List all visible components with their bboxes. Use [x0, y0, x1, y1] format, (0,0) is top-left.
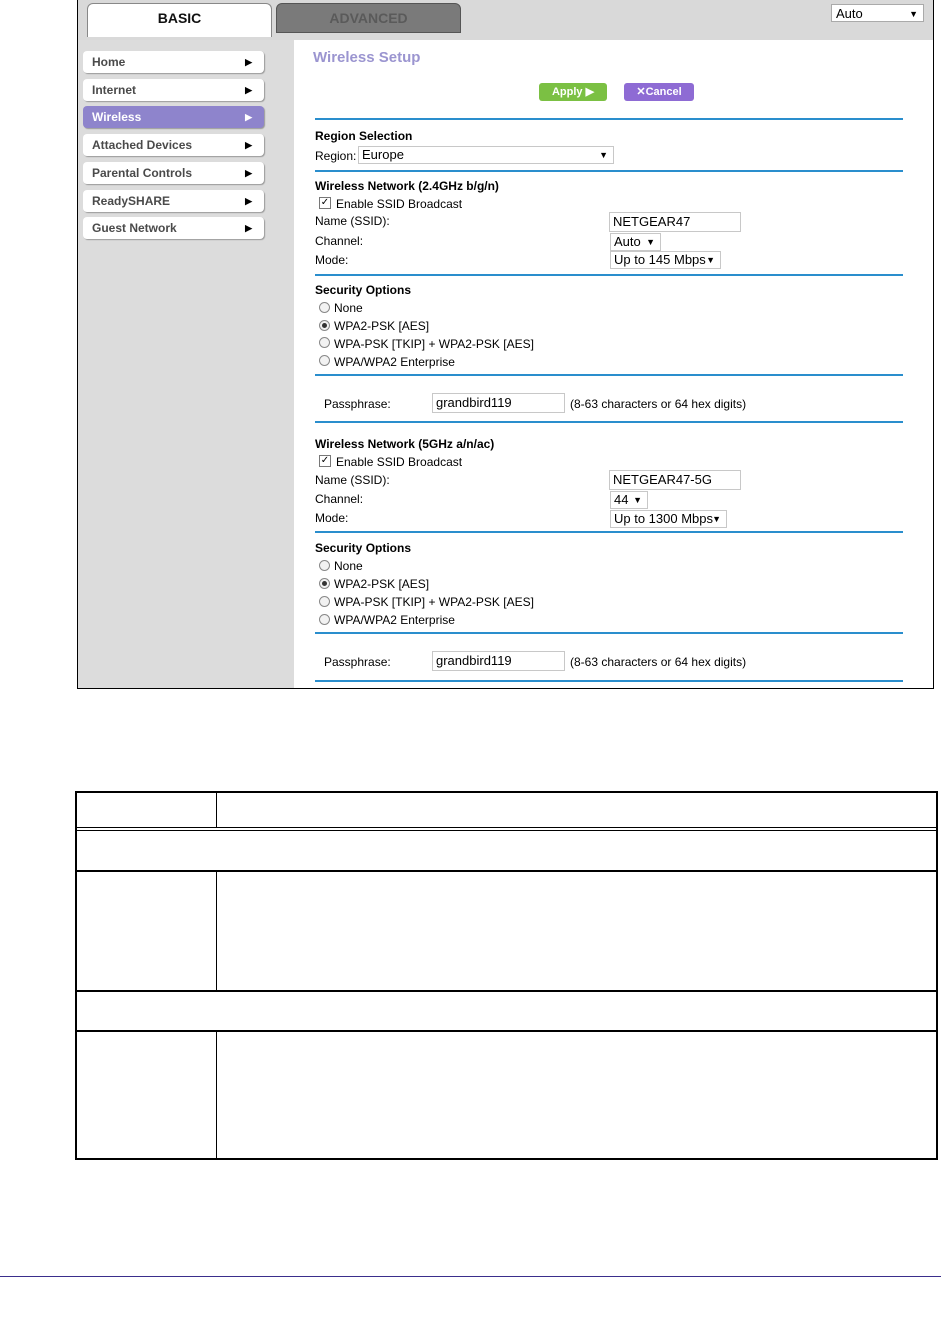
- cancel-button[interactable]: [624, 83, 694, 101]
- channel-select-value: 44: [614, 492, 629, 507]
- chevron-right-icon: ▶: [245, 223, 252, 233]
- divider: [315, 170, 903, 172]
- divider: [315, 421, 903, 423]
- region-select-value: Europe: [362, 147, 404, 162]
- tab-advanced[interactable]: ADVANCED: [276, 3, 461, 33]
- divider: [315, 680, 903, 682]
- mode-select-24[interactable]: [610, 251, 721, 269]
- sidebar-item-wireless[interactable]: [83, 106, 264, 128]
- radio-none-5[interactable]: [319, 560, 330, 571]
- sidebar-item-guest-network[interactable]: [83, 217, 264, 239]
- dropdown-arrow-icon: ▼: [599, 150, 608, 160]
- language-select-value: Auto: [836, 6, 863, 21]
- page-footer-rule: [0, 1276, 941, 1277]
- dropdown-arrow-icon: ▼: [706, 255, 715, 265]
- channel-label-5: Channel:: [315, 492, 364, 506]
- radio-enterprise-5[interactable]: [319, 614, 330, 625]
- table-col-divider: [216, 870, 217, 990]
- main-panel: [294, 40, 933, 688]
- radio-wpa-mixed-24[interactable]: [319, 337, 330, 348]
- ssid-name-label-5: Name (SSID):: [315, 473, 390, 487]
- mode-select-value: Up to 145 Mbps: [614, 252, 706, 267]
- language-select[interactable]: [831, 4, 924, 22]
- security-heading-5: Security Options: [315, 541, 412, 555]
- security-heading-24: Security Options: [315, 283, 412, 297]
- radio-none-24[interactable]: [319, 302, 330, 313]
- sidebar-item-label: Guest Network: [92, 221, 177, 235]
- sidebar-item-label: Internet: [92, 83, 137, 97]
- passphrase-hint-5: (8-63 characters or 64 hex digits): [570, 655, 747, 669]
- sidebar-item-parental-controls[interactable]: [83, 162, 264, 184]
- band5-heading: Wireless Network (5GHz a/n/ac): [315, 437, 495, 451]
- radio-wpa2-psk-24[interactable]: [319, 320, 330, 331]
- table-row-line: [75, 1030, 938, 1032]
- ssid-name-input-5[interactable]: NETGEAR47-5G: [609, 470, 741, 490]
- close-icon: ✕: [636, 86, 646, 98]
- band24-heading: Wireless Network (2.4GHz b/g/n): [315, 179, 499, 193]
- passphrase-input-24[interactable]: grandbird119: [432, 393, 565, 413]
- option-label: None: [334, 301, 363, 315]
- table-row-line: [75, 870, 938, 872]
- table-row-line: [75, 990, 938, 992]
- dropdown-arrow-icon: ▼: [646, 237, 655, 247]
- ssid-broadcast-label-5: Enable SSID Broadcast: [336, 455, 463, 469]
- sidebar-item-label: Parental Controls: [92, 166, 193, 180]
- table-row-line: [75, 827, 938, 828]
- radio-wpa2-psk-5[interactable]: [319, 578, 330, 589]
- mode-label-24: Mode:: [315, 253, 349, 267]
- chevron-right-icon: ▶: [245, 168, 252, 178]
- sidebar-item-attached-devices[interactable]: [83, 134, 264, 156]
- ssid-broadcast-checkbox-5[interactable]: ✓: [320, 455, 330, 466]
- channel-select-value: Auto: [614, 234, 641, 249]
- mode-label-5: Mode:: [315, 511, 349, 525]
- region-heading: Region Selection: [315, 129, 413, 143]
- divider: [315, 374, 903, 376]
- ssid-broadcast-checkbox-24[interactable]: ✓: [320, 197, 330, 208]
- chevron-right-icon: ▶: [245, 85, 252, 95]
- divider: [315, 118, 903, 120]
- sidebar-item-label: Home: [92, 55, 126, 69]
- region-select[interactable]: [358, 146, 614, 164]
- chevron-right-icon: ▶: [245, 140, 252, 150]
- table-border-right: [936, 791, 938, 1160]
- table-border-top: [75, 791, 938, 793]
- sidebar-item-label: Attached Devices: [92, 138, 193, 152]
- cancel-label: Cancel: [645, 86, 682, 98]
- sidebar-item-label: Wireless: [92, 110, 142, 124]
- option-label: WPA-PSK [TKIP] + WPA2-PSK [AES]: [334, 595, 534, 609]
- region-label: Region:: [315, 149, 357, 163]
- passphrase-label-24: Passphrase:: [324, 397, 391, 411]
- divider: [315, 632, 903, 634]
- tab-basic[interactable]: BASIC: [87, 3, 272, 37]
- apply-button[interactable]: Apply ▶: [539, 83, 607, 101]
- divider: [315, 531, 903, 533]
- option-label: None: [334, 559, 363, 573]
- sidebar-item-home[interactable]: [83, 51, 264, 73]
- sidebar: [78, 40, 294, 688]
- dropdown-arrow-icon: ▼: [909, 9, 918, 19]
- chevron-right-icon: ▶: [245, 112, 252, 122]
- sidebar-item-internet[interactable]: [83, 79, 264, 101]
- passphrase-input-5[interactable]: grandbird119: [432, 651, 565, 671]
- table-row-line: [75, 830, 938, 831]
- option-label: WPA2-PSK [AES]: [334, 319, 430, 333]
- mode-select-5[interactable]: [610, 510, 727, 528]
- table-border-bottom: [75, 1158, 938, 1160]
- option-label: WPA/WPA2 Enterprise: [334, 613, 455, 627]
- channel-select-5[interactable]: [610, 491, 648, 509]
- chevron-right-icon: ▶: [245, 57, 252, 67]
- option-label: WPA/WPA2 Enterprise: [334, 355, 455, 369]
- option-label: WPA2-PSK [AES]: [334, 577, 430, 591]
- settings-table: [75, 791, 938, 1160]
- sidebar-item-readyshare[interactable]: [83, 190, 264, 212]
- channel-label-24: Channel:: [315, 234, 364, 248]
- divider: [315, 274, 903, 276]
- channel-select-24[interactable]: [610, 233, 661, 251]
- sidebar-item-label: ReadySHARE: [92, 194, 171, 208]
- page-title: Wireless Setup: [313, 49, 421, 66]
- table-header-divider: [216, 791, 217, 828]
- ssid-broadcast-label-24: Enable SSID Broadcast: [336, 197, 463, 211]
- passphrase-hint-24: (8-63 characters or 64 hex digits): [570, 397, 747, 411]
- dropdown-arrow-icon: ▼: [633, 495, 642, 505]
- ssid-name-label-24: Name (SSID):: [315, 214, 390, 228]
- dropdown-arrow-icon: ▼: [712, 514, 721, 524]
- passphrase-label-5: Passphrase:: [324, 655, 391, 669]
- radio-wpa-mixed-5[interactable]: [319, 596, 330, 607]
- mode-select-value: Up to 1300 Mbps: [614, 511, 714, 526]
- option-label: WPA-PSK [TKIP] + WPA2-PSK [AES]: [334, 337, 534, 351]
- ssid-name-input-24[interactable]: NETGEAR47: [609, 212, 741, 232]
- table-col-divider: [216, 1030, 217, 1158]
- top-tab-bar: [78, 0, 933, 40]
- table-border-left: [75, 791, 77, 1160]
- radio-enterprise-24[interactable]: [319, 355, 330, 366]
- router-screenshot: [77, 0, 934, 689]
- chevron-right-icon: ▶: [245, 196, 252, 206]
